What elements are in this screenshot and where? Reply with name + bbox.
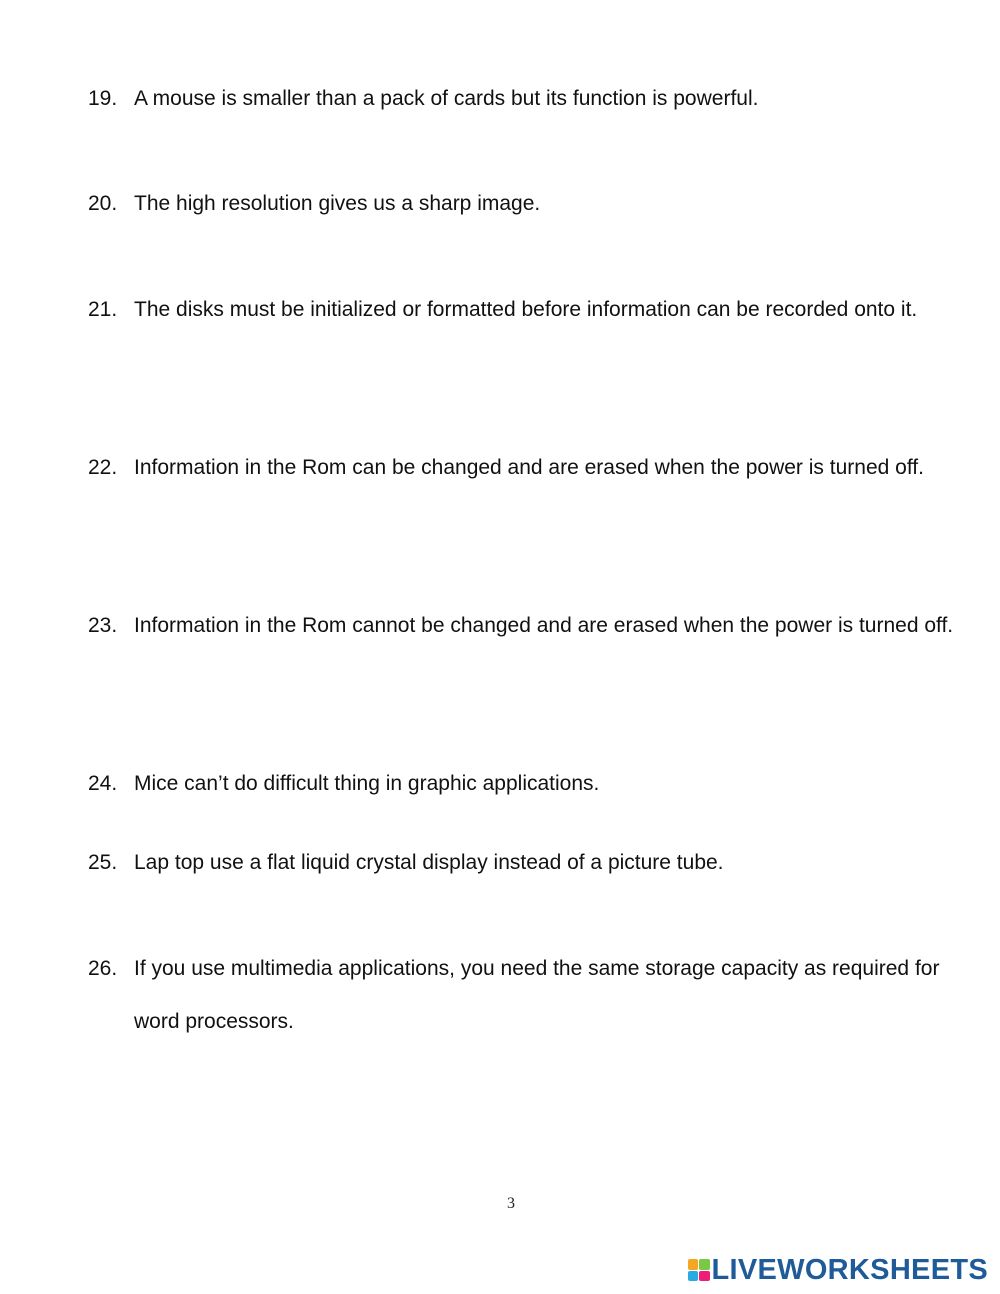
item-text: Information in the Rom cannot be changed and are erased when the power is turned off. (134, 614, 954, 637)
worksheet-item-21 (88, 283, 978, 336)
logo-icon (688, 1259, 710, 1281)
logo-tile-icon (699, 1259, 710, 1270)
item-number: 26. (88, 957, 118, 980)
item-text: The disks must be initialized or formatted before information can be recorded onto it. (134, 298, 918, 321)
item-number: 23. (88, 614, 118, 637)
item-number: 20. (88, 192, 118, 215)
item-text: Mice can’t do difficult thing in graphic applications. (134, 772, 600, 795)
logo-tile-icon (688, 1271, 699, 1282)
item-text: The high resolution gives us a sharp image. (134, 192, 541, 215)
worksheet-item-23 (88, 599, 978, 652)
item-text: Lap top use a flat liquid crystal display instead of a picture tube. (134, 851, 724, 874)
item-number: 19. (88, 87, 118, 110)
item-text: A mouse is smaller than a pack of cards but its function is powerful. (134, 87, 759, 110)
worksheet-item-19 (88, 72, 978, 125)
item-number: 21. (88, 298, 118, 321)
worksheet-item-26 (88, 942, 978, 1048)
item-number: 22. (88, 456, 118, 479)
logo-text: LIVEWORKSHEETS (711, 1253, 988, 1286)
worksheet-item-24 (88, 757, 978, 810)
worksheet-item-25 (88, 836, 978, 889)
worksheet-item-22 (88, 441, 978, 494)
logo-tile-icon (688, 1259, 699, 1270)
item-text: Information in the Rom can be changed and are erased when the power is turned off. (134, 456, 924, 479)
item-number: 24. (88, 772, 118, 795)
liveworksheets-logo (688, 1252, 989, 1288)
item-text: If you use multimedia applications, you need the same storage capacity as required for word processors. (134, 957, 940, 1033)
logo-tile-icon (699, 1271, 710, 1282)
worksheet-item-20 (88, 177, 978, 230)
page-number: 3 (507, 1195, 515, 1212)
item-number: 25. (88, 851, 118, 874)
